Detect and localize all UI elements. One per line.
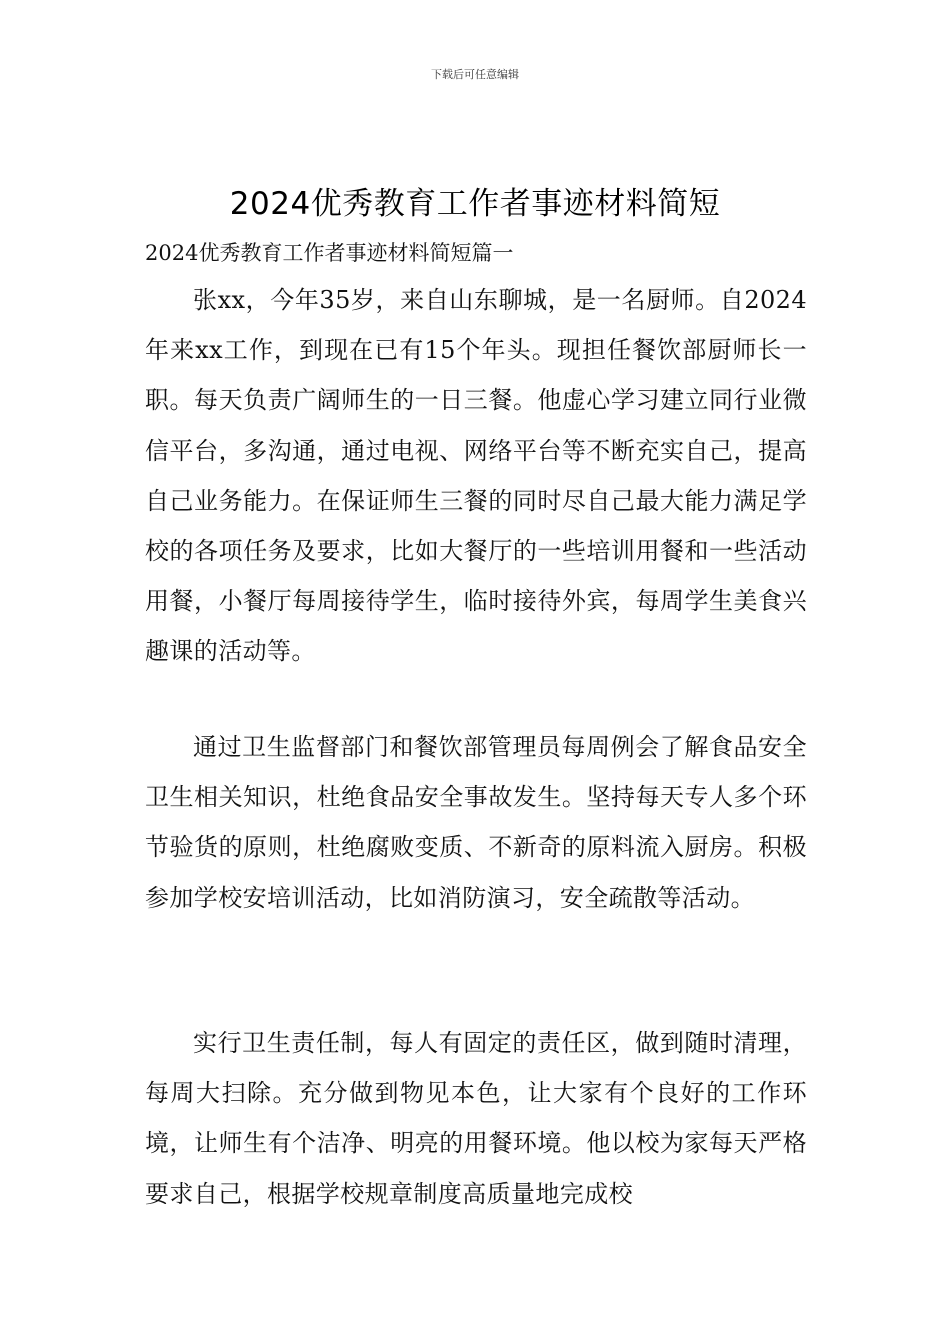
paragraph-2: 通过卫生监督部门和餐饮部管理员每周例会了解食品安全卫生相关知识，杜绝食品安全事故发生。坚持每天专人多个环节验货的原则，杜绝腐败变质、不新奇的原料流入厨房。积极参加学校安培训活动，比如消防演习，安全疏散等活动。 — [145, 733, 807, 912]
paragraph-1: 张xx，今年35岁，来自山东聊城，是一名厨师。自2024年来xx工作，到现在已有15个年头。现担任餐饮部厨师长一职。每天负责广阔师生的一日三餐。他虚心学习建立同行业微信平台，多沟通，通过电视、网络平台等不断充实自己，提高自己业务能力。在保证师生三餐的同时尽自己最大能力满足学校的各项任务及要求，比如大餐厅的一些培训用餐和一些活动用餐，小餐厅每周接待学生，临时接待外宾，每周学生美食兴趣课的活动等。 — [145, 286, 807, 666]
document-title: 2024优秀教育工作者事迹材料简短 — [229, 186, 721, 222]
section-subtitle: 2024优秀教育工作者事迹材料简短篇一 — [145, 241, 514, 265]
header-note: 下载后可任意编辑 — [431, 68, 519, 81]
paragraph-3: 实行卫生责任制，每人有固定的责任区，做到随时清理，每周大扫除。充分做到物见本色，让大家有个良好的工作环境，让师生有个洁净、明亮的用餐环境。他以校为家每天严格要求自己，根据学校规章制度高质量地完成校 — [145, 1029, 807, 1208]
